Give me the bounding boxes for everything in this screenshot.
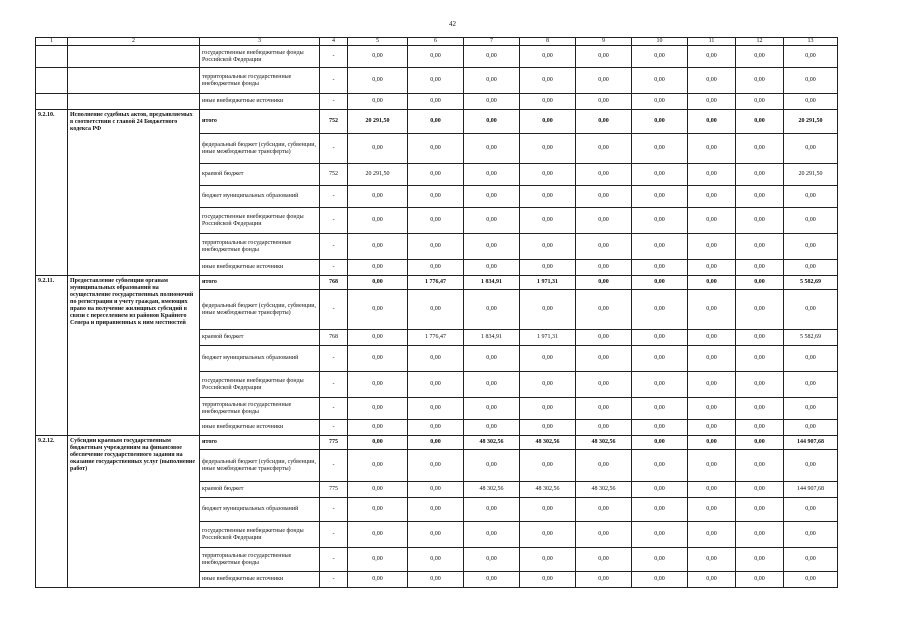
amount-cell: 1 834,91 — [464, 276, 520, 290]
amount-cell: 0,00 — [784, 260, 838, 276]
amount-cell: 0,00 — [632, 420, 688, 436]
funding-source: бюджет муниципальных образований — [200, 498, 320, 522]
amount-cell: 144 907,68 — [784, 436, 838, 450]
funding-source: итого — [200, 276, 320, 290]
amount-cell: 0,00 — [348, 450, 408, 482]
amount-cell: 0,00 — [736, 46, 784, 68]
amount-cell: 0,00 — [736, 572, 784, 588]
amount-cell: 0,00 — [632, 398, 688, 420]
funding-source: бюджет муниципальных образований — [200, 186, 320, 208]
budget-code: - — [320, 94, 348, 110]
amount-cell: 0,00 — [736, 260, 784, 276]
amount-cell: 0,00 — [688, 346, 736, 372]
amount-cell: 0,00 — [736, 164, 784, 186]
amount-cell: 0,00 — [736, 68, 784, 94]
amount-cell: 0,00 — [784, 420, 838, 436]
table-body — [36, 38, 838, 588]
amount-cell: 0,00 — [348, 46, 408, 68]
amount-cell: 0,00 — [688, 234, 736, 260]
amount-cell: 1 776,47 — [408, 276, 464, 290]
item-number: 9.2.11. — [36, 276, 68, 436]
amount-cell: 0,00 — [576, 450, 632, 482]
amount-cell: 0,00 — [736, 186, 784, 208]
amount-cell: 0,00 — [408, 186, 464, 208]
amount-cell: 1 776,47 — [408, 330, 464, 346]
amount-cell: 0,00 — [408, 450, 464, 482]
amount-cell: 0,00 — [464, 186, 520, 208]
budget-code: - — [320, 208, 348, 234]
amount-cell: 0,00 — [736, 346, 784, 372]
amount-cell: 0,00 — [736, 522, 784, 548]
amount-cell: 0,00 — [348, 498, 408, 522]
amount-cell: 0,00 — [520, 134, 576, 164]
amount-cell: 0,00 — [520, 186, 576, 208]
funding-source: федеральный бюджет (субсидии, субвенции, иные межбюджетные трансферты) — [200, 134, 320, 164]
amount-cell: 0,00 — [408, 482, 464, 498]
amount-cell: 0,00 — [736, 134, 784, 164]
table-row — [36, 68, 838, 94]
amount-cell: 0,00 — [736, 482, 784, 498]
amount-cell: 0,00 — [464, 260, 520, 276]
amount-cell: 0,00 — [408, 420, 464, 436]
amount-cell: 0,00 — [576, 208, 632, 234]
amount-cell: 0,00 — [736, 498, 784, 522]
amount-cell: 5 582,69 — [784, 330, 838, 346]
amount-cell: 144 907,68 — [784, 482, 838, 498]
budget-code: 775 — [320, 482, 348, 498]
funding-source: бюджет муниципальных образований — [200, 346, 320, 372]
amount-cell: 48 302,56 — [520, 482, 576, 498]
table-row — [36, 276, 838, 290]
amount-cell: 0,00 — [688, 164, 736, 186]
amount-cell: 0,00 — [464, 208, 520, 234]
amount-cell: 0,00 — [576, 186, 632, 208]
amount-cell: 0,00 — [576, 68, 632, 94]
amount-cell: 0,00 — [520, 164, 576, 186]
item-number — [36, 94, 68, 110]
amount-cell: 0,00 — [784, 548, 838, 572]
amount-cell: 0,00 — [408, 134, 464, 164]
amount-cell: 0,00 — [688, 260, 736, 276]
amount-cell: 0,00 — [576, 548, 632, 572]
amount-cell: 0,00 — [464, 110, 520, 134]
amount-cell: 0,00 — [520, 234, 576, 260]
amount-cell: 0,00 — [408, 372, 464, 398]
amount-cell: 0,00 — [576, 420, 632, 436]
budget-code: - — [320, 186, 348, 208]
amount-cell: 0,00 — [632, 260, 688, 276]
amount-cell: 0,00 — [408, 164, 464, 186]
amount-cell: 20 291,50 — [784, 164, 838, 186]
amount-cell: 0,00 — [348, 260, 408, 276]
amount-cell: 0,00 — [408, 260, 464, 276]
column-header: 9 — [576, 38, 632, 46]
amount-cell: 0,00 — [576, 398, 632, 420]
amount-cell: 0,00 — [348, 134, 408, 164]
column-header: 7 — [464, 38, 520, 46]
amount-cell: 0,00 — [784, 522, 838, 548]
amount-cell: 0,00 — [348, 330, 408, 346]
funding-source: федеральный бюджет (субсидии, субвенции, иные межбюджетные трансферты) — [200, 290, 320, 330]
amount-cell: 0,00 — [736, 208, 784, 234]
budget-code: - — [320, 68, 348, 94]
amount-cell: 0,00 — [632, 164, 688, 186]
amount-cell: 0,00 — [688, 522, 736, 548]
amount-cell: 0,00 — [632, 276, 688, 290]
funding-source: иные внебюджетные источники — [200, 420, 320, 436]
budget-code: - — [320, 290, 348, 330]
amount-cell: 0,00 — [520, 398, 576, 420]
amount-cell: 0,00 — [520, 290, 576, 330]
table-row — [36, 436, 838, 450]
amount-cell: 0,00 — [348, 482, 408, 498]
amount-cell: 0,00 — [464, 164, 520, 186]
amount-cell: 0,00 — [464, 234, 520, 260]
amount-cell: 0,00 — [632, 110, 688, 134]
amount-cell: 48 302,56 — [576, 436, 632, 450]
amount-cell: 0,00 — [464, 572, 520, 588]
amount-cell: 0,00 — [632, 346, 688, 372]
funding-source: иные внебюджетные источники — [200, 572, 320, 588]
amount-cell: 20 291,50 — [784, 110, 838, 134]
budget-code: - — [320, 260, 348, 276]
amount-cell: 0,00 — [632, 522, 688, 548]
item-number — [36, 68, 68, 94]
funding-source: государственные внебюджетные фонды Российской Федерации — [200, 522, 320, 548]
column-header: 3 — [200, 38, 320, 46]
amount-cell: 0,00 — [464, 346, 520, 372]
item-name — [68, 94, 200, 110]
amount-cell: 0,00 — [784, 94, 838, 110]
amount-cell: 0,00 — [348, 572, 408, 588]
funding-source: итого — [200, 110, 320, 134]
amount-cell: 0,00 — [464, 134, 520, 164]
funding-source: иные внебюджетные источники — [200, 260, 320, 276]
amount-cell: 0,00 — [464, 498, 520, 522]
column-header: 11 — [688, 38, 736, 46]
amount-cell: 0,00 — [688, 482, 736, 498]
funding-source: федеральный бюджет (субсидии, субвенции, иные межбюджетные трансферты) — [200, 450, 320, 482]
amount-cell: 0,00 — [520, 260, 576, 276]
budget-code: - — [320, 498, 348, 522]
item-number: 9.2.12. — [36, 436, 68, 588]
amount-cell: 0,00 — [688, 94, 736, 110]
column-header: 2 — [68, 38, 200, 46]
amount-cell: 0,00 — [520, 498, 576, 522]
amount-cell: 0,00 — [736, 290, 784, 330]
funding-source: территориальные государственные внебюджетные фонды — [200, 398, 320, 420]
amount-cell: 0,00 — [576, 290, 632, 330]
amount-cell: 0,00 — [408, 68, 464, 94]
amount-cell: 0,00 — [520, 420, 576, 436]
column-header: 4 — [320, 38, 348, 46]
item-number: 9.2.10. — [36, 110, 68, 276]
funding-source: краевой бюджет — [200, 164, 320, 186]
amount-cell: 0,00 — [632, 290, 688, 330]
amount-cell: 0,00 — [348, 276, 408, 290]
funding-source: итого — [200, 436, 320, 450]
funding-source: краевой бюджет — [200, 330, 320, 346]
amount-cell: 0,00 — [688, 498, 736, 522]
budget-code: - — [320, 420, 348, 436]
amount-cell: 0,00 — [464, 68, 520, 94]
item-name: Субсидии краевым государственным бюджетным учреждениям на финансовое обеспечение государственного задания на оказание государственных услуг (выполнение работ) — [68, 436, 200, 588]
amount-cell: 0,00 — [632, 208, 688, 234]
amount-cell: 0,00 — [688, 450, 736, 482]
amount-cell: 0,00 — [520, 94, 576, 110]
amount-cell: 0,00 — [576, 234, 632, 260]
amount-cell: 0,00 — [688, 572, 736, 588]
table-row — [36, 94, 838, 110]
amount-cell: 0,00 — [688, 110, 736, 134]
budget-code: 752 — [320, 164, 348, 186]
item-name: Исполнение судебных актов, предъявляемых в соответствии с главой 24 Бюджетного кодекса РФ — [68, 110, 200, 276]
amount-cell: 20 291,50 — [348, 110, 408, 134]
budget-table — [35, 37, 838, 588]
amount-cell: 0,00 — [632, 330, 688, 346]
amount-cell: 0,00 — [464, 290, 520, 330]
funding-source: государственные внебюджетные фонды Российской Федерации — [200, 208, 320, 234]
amount-cell: 0,00 — [736, 398, 784, 420]
budget-code: 768 — [320, 276, 348, 290]
amount-cell: 0,00 — [688, 276, 736, 290]
column-header: 10 — [632, 38, 688, 46]
amount-cell: 0,00 — [688, 208, 736, 234]
amount-cell: 1 834,91 — [464, 330, 520, 346]
header-row — [36, 38, 838, 46]
budget-code: - — [320, 134, 348, 164]
table-row — [36, 46, 838, 68]
funding-source: территориальные государственные внебюджетные фонды — [200, 68, 320, 94]
column-header: 8 — [520, 38, 576, 46]
amount-cell: 0,00 — [632, 572, 688, 588]
amount-cell: 0,00 — [348, 234, 408, 260]
amount-cell: 0,00 — [408, 572, 464, 588]
amount-cell: 0,00 — [464, 522, 520, 548]
amount-cell: 0,00 — [348, 68, 408, 94]
amount-cell: 0,00 — [576, 276, 632, 290]
amount-cell: 0,00 — [408, 46, 464, 68]
amount-cell: 0,00 — [576, 346, 632, 372]
amount-cell: 0,00 — [784, 234, 838, 260]
amount-cell: 0,00 — [408, 398, 464, 420]
amount-cell: 0,00 — [736, 420, 784, 436]
amount-cell: 0,00 — [632, 46, 688, 68]
amount-cell: 0,00 — [736, 330, 784, 346]
column-header: 12 — [736, 38, 784, 46]
amount-cell: 0,00 — [688, 134, 736, 164]
budget-code: 775 — [320, 436, 348, 450]
amount-cell: 0,00 — [408, 522, 464, 548]
amount-cell: 0,00 — [576, 522, 632, 548]
amount-cell: 0,00 — [688, 290, 736, 330]
amount-cell: 0,00 — [520, 450, 576, 482]
amount-cell: 0,00 — [348, 436, 408, 450]
amount-cell: 0,00 — [784, 290, 838, 330]
amount-cell: 0,00 — [408, 110, 464, 134]
amount-cell: 0,00 — [348, 372, 408, 398]
amount-cell: 0,00 — [784, 498, 838, 522]
budget-code: - — [320, 548, 348, 572]
amount-cell: 0,00 — [576, 134, 632, 164]
amount-cell: 0,00 — [348, 94, 408, 110]
column-header: 13 — [784, 38, 838, 46]
budget-code: 768 — [320, 330, 348, 346]
amount-cell: 48 302,56 — [464, 482, 520, 498]
amount-cell: 0,00 — [576, 164, 632, 186]
funding-source: территориальные государственные внебюджетные фонды — [200, 234, 320, 260]
amount-cell: 0,00 — [464, 548, 520, 572]
amount-cell: 0,00 — [576, 110, 632, 134]
amount-cell: 0,00 — [688, 420, 736, 436]
amount-cell: 0,00 — [632, 68, 688, 94]
amount-cell: 0,00 — [576, 94, 632, 110]
amount-cell: 0,00 — [688, 186, 736, 208]
amount-cell: 0,00 — [736, 94, 784, 110]
amount-cell: 0,00 — [736, 110, 784, 134]
amount-cell: 0,00 — [576, 498, 632, 522]
amount-cell: 1 971,31 — [520, 330, 576, 346]
funding-source: иные внебюджетные источники — [200, 94, 320, 110]
amount-cell: 0,00 — [688, 68, 736, 94]
amount-cell: 0,00 — [784, 68, 838, 94]
amount-cell: 20 291,50 — [348, 164, 408, 186]
amount-cell: 5 582,69 — [784, 276, 838, 290]
amount-cell: 0,00 — [632, 186, 688, 208]
item-name — [68, 46, 200, 68]
amount-cell: 0,00 — [736, 372, 784, 398]
amount-cell: 0,00 — [408, 94, 464, 110]
column-header: 5 — [348, 38, 408, 46]
amount-cell: 0,00 — [348, 420, 408, 436]
amount-cell: 0,00 — [784, 134, 838, 164]
amount-cell: 0,00 — [784, 46, 838, 68]
amount-cell: 0,00 — [576, 260, 632, 276]
amount-cell: 0,00 — [736, 234, 784, 260]
budget-code: - — [320, 234, 348, 260]
amount-cell: 0,00 — [520, 208, 576, 234]
amount-cell: 0,00 — [520, 346, 576, 372]
amount-cell: 0,00 — [464, 372, 520, 398]
amount-cell: 0,00 — [784, 372, 838, 398]
amount-cell: 0,00 — [408, 346, 464, 372]
amount-cell: 0,00 — [688, 372, 736, 398]
amount-cell: 0,00 — [348, 398, 408, 420]
amount-cell: 48 302,56 — [464, 436, 520, 450]
amount-cell: 0,00 — [408, 436, 464, 450]
budget-code: 752 — [320, 110, 348, 134]
amount-cell: 48 302,56 — [520, 436, 576, 450]
amount-cell: 0,00 — [688, 548, 736, 572]
amount-cell: 0,00 — [688, 46, 736, 68]
amount-cell: 0,00 — [520, 372, 576, 398]
column-header: 6 — [408, 38, 464, 46]
amount-cell: 0,00 — [520, 46, 576, 68]
amount-cell: 0,00 — [576, 572, 632, 588]
amount-cell: 1 971,31 — [520, 276, 576, 290]
amount-cell: 0,00 — [576, 46, 632, 68]
item-name: Предоставление субвенции органам муниципальных образований на осуществление государственных полномочий по регистрации и учету граждан, имеющих право на получение жилищных субсидий в связи с переселением из районов Крайнего Севера и приравненных к ним местностей — [68, 276, 200, 436]
amount-cell: 0,00 — [520, 572, 576, 588]
budget-code: - — [320, 522, 348, 548]
amount-cell: 0,00 — [784, 572, 838, 588]
amount-cell: 0,00 — [464, 398, 520, 420]
funding-source: государственные внебюджетные фонды Российской Федерации — [200, 372, 320, 398]
amount-cell: 0,00 — [688, 398, 736, 420]
budget-code: - — [320, 572, 348, 588]
amount-cell: 0,00 — [784, 346, 838, 372]
amount-cell: 0,00 — [576, 372, 632, 398]
amount-cell: 0,00 — [632, 134, 688, 164]
amount-cell: 0,00 — [520, 548, 576, 572]
budget-code: - — [320, 46, 348, 68]
amount-cell: 0,00 — [736, 276, 784, 290]
amount-cell: 0,00 — [464, 450, 520, 482]
column-header: 1 — [36, 38, 68, 46]
budget-code: - — [320, 450, 348, 482]
amount-cell: 0,00 — [408, 498, 464, 522]
amount-cell: 0,00 — [520, 68, 576, 94]
amount-cell: 0,00 — [408, 208, 464, 234]
table-row — [36, 110, 838, 134]
amount-cell: 0,00 — [408, 290, 464, 330]
amount-cell: 0,00 — [632, 482, 688, 498]
amount-cell: 0,00 — [408, 234, 464, 260]
funding-source: территориальные государственные внебюджетные фонды — [200, 548, 320, 572]
budget-code: - — [320, 372, 348, 398]
amount-cell: 0,00 — [784, 208, 838, 234]
amount-cell: 0,00 — [348, 548, 408, 572]
amount-cell: 0,00 — [348, 290, 408, 330]
amount-cell: 0,00 — [784, 398, 838, 420]
amount-cell: 0,00 — [632, 450, 688, 482]
amount-cell: 48 302,56 — [576, 482, 632, 498]
amount-cell: 0,00 — [464, 46, 520, 68]
amount-cell: 0,00 — [688, 330, 736, 346]
amount-cell: 0,00 — [736, 548, 784, 572]
amount-cell: 0,00 — [736, 436, 784, 450]
amount-cell: 0,00 — [348, 208, 408, 234]
amount-cell: 0,00 — [632, 372, 688, 398]
item-name — [68, 68, 200, 94]
funding-source: краевой бюджет — [200, 482, 320, 498]
amount-cell: 0,00 — [348, 522, 408, 548]
funding-source: государственные внебюджетные фонды Российской Федерации — [200, 46, 320, 68]
amount-cell: 0,00 — [784, 450, 838, 482]
amount-cell: 0,00 — [632, 436, 688, 450]
amount-cell: 0,00 — [348, 186, 408, 208]
amount-cell: 0,00 — [784, 186, 838, 208]
amount-cell: 0,00 — [632, 94, 688, 110]
amount-cell: 0,00 — [464, 94, 520, 110]
page-number: 42 — [449, 20, 456, 28]
amount-cell: 0,00 — [632, 234, 688, 260]
amount-cell: 0,00 — [520, 110, 576, 134]
amount-cell: 0,00 — [348, 346, 408, 372]
amount-cell: 0,00 — [632, 548, 688, 572]
item-number — [36, 46, 68, 68]
amount-cell: 0,00 — [736, 450, 784, 482]
amount-cell: 0,00 — [464, 420, 520, 436]
amount-cell: 0,00 — [632, 498, 688, 522]
amount-cell: 0,00 — [408, 548, 464, 572]
amount-cell: 0,00 — [688, 436, 736, 450]
budget-code: - — [320, 398, 348, 420]
amount-cell: 0,00 — [520, 522, 576, 548]
budget-code: - — [320, 346, 348, 372]
amount-cell: 0,00 — [576, 330, 632, 346]
